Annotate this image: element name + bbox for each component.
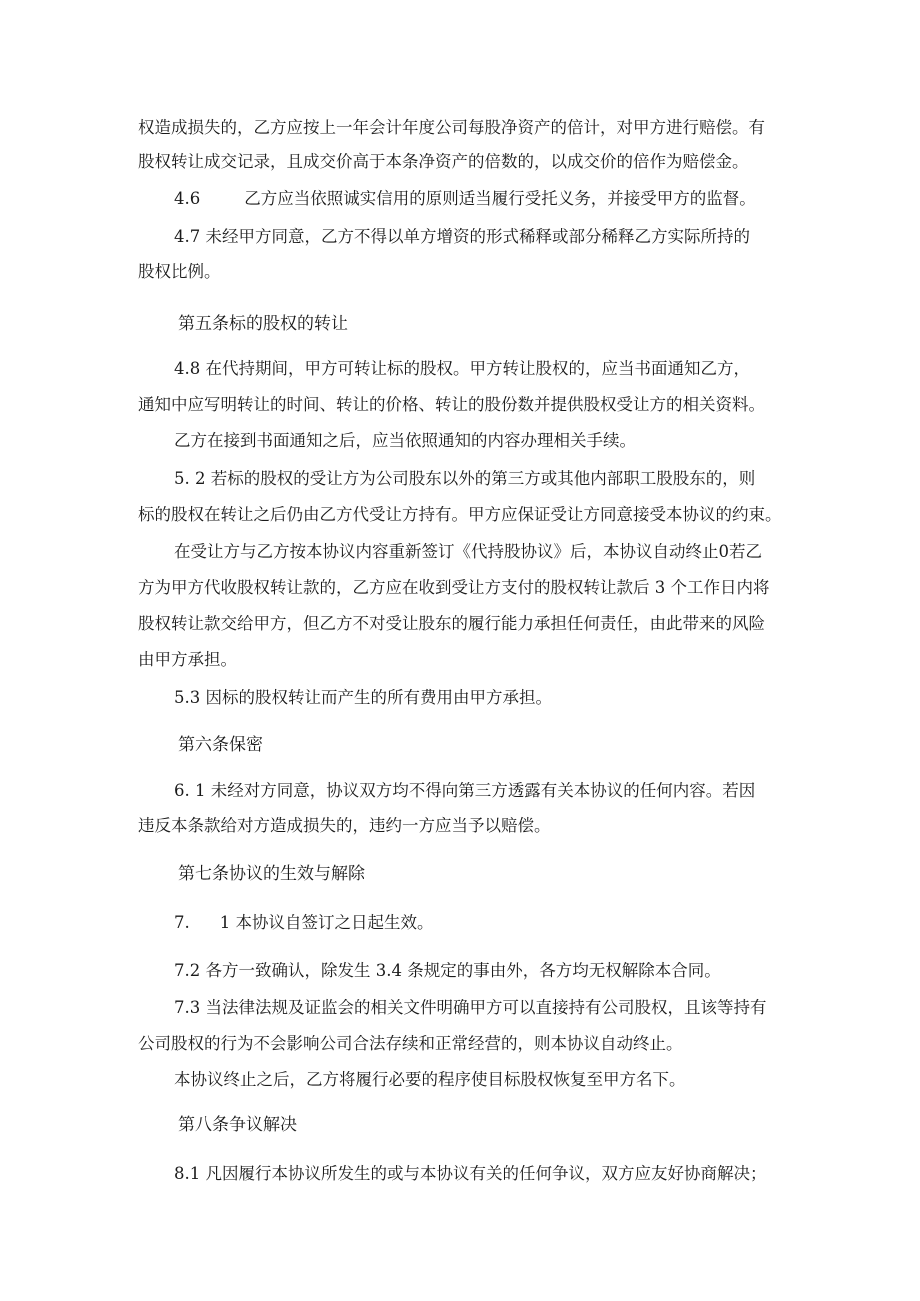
section-heading-5: 第五条标的股权的转让	[178, 314, 348, 334]
paragraph-line: 股权转让成交记录，且成交价高于本条净资产的倍数的，以成交价的倍作为赔偿金。	[138, 152, 749, 171]
paragraph-line: 违反本条款给对方造成损失的，违约一方应当予以赔偿。	[138, 816, 551, 835]
paragraph-line: 4.8 在代持期间，甲方可转让标的股权。甲方转让股权的，应当书面通知乙方，	[174, 359, 750, 378]
paragraph-line: 通知中应写明转让的时间、转让的价格、转让的股份数并提供股权受让方的相关资料。	[138, 395, 765, 414]
paragraph-line: 在受让方与乙方按本协议内容重新签订《代持股协议》后，本协议自动终止0若乙	[174, 542, 762, 561]
paragraph-line: 方为甲方代收股权转让款的，乙方应在收到受让方支付的股权转让款后 3 个工作日内将	[138, 578, 770, 597]
paragraph-line: 权造成损失的，乙方应按上一年会计年度公司每股净资产的倍计，对甲方进行赔偿。有	[138, 118, 765, 137]
paragraph-line: 4.7 未经甲方同意，乙方不得以单方增资的形式稀释或部分稀释乙方实际所持的	[174, 227, 750, 246]
paragraph-line: 7.2 各方一致确认，除发生 3.4 条规定的事由外，各方均无权解除本合同。	[174, 961, 721, 980]
paragraph-line: 股权转让款交给甲方，但乙方不对受让股东的履行能力承担任何责任，由此带来的风险	[138, 614, 765, 633]
paragraph-line: 本协议终止之后，乙方将履行必要的程序使目标股权恢复至甲方名下。	[174, 1070, 686, 1089]
section-heading-7: 第七条协议的生效与解除	[178, 864, 365, 884]
paragraph-line: 5.3 因标的股权转让而产生的所有费用由甲方承担。	[174, 688, 552, 707]
clause-7-1	[174, 913, 824, 933]
clause-number: 7.	[174, 913, 190, 932]
clause-4-6	[174, 189, 824, 209]
paragraph-line: 6. 1 未经对方同意，协议双方均不得向第三方透露有关本协议的任何内容。若因	[174, 781, 756, 800]
paragraph-line: 5. 2 若标的股权的受让方为公司股东以外的第三方或其他内部职工股股东的，则	[174, 469, 756, 488]
paragraph-line: 由甲方承担。	[138, 650, 237, 669]
section-heading-8: 第八条争议解决	[178, 1115, 297, 1135]
clause-text: 1 本协议自签订之日起生效。	[219, 913, 434, 932]
paragraph-line: 乙方在接到书面通知之后，应当依照通知的内容办理相关手续。	[174, 431, 636, 450]
paragraph-line: 7.3 当法律法规及证监会的相关文件明确甲方可以直接持有公司股权，且该等持有	[174, 998, 767, 1017]
section-heading-6: 第六条保密	[178, 735, 263, 755]
clause-text: 乙方应当依照诚实信用的原则适当履行受托义务，并接受甲方的监督。	[244, 189, 756, 208]
paragraph-line: 8.1 凡因履行本协议所发生的或与本协议有关的任何争议，双方应友好协商解决；	[174, 1164, 767, 1183]
clause-number: 4.6	[174, 189, 201, 208]
paragraph-line: 股权比例。	[138, 262, 221, 281]
paragraph-line: 公司股权的行为不会影响公司合法存续和正常经营的，则本协议自动终止。	[138, 1034, 683, 1053]
paragraph-line: 标的股权在转让之后仍由乙方代受让方持有。甲方应保证受让方同意接受本协议的约束。	[138, 505, 782, 524]
